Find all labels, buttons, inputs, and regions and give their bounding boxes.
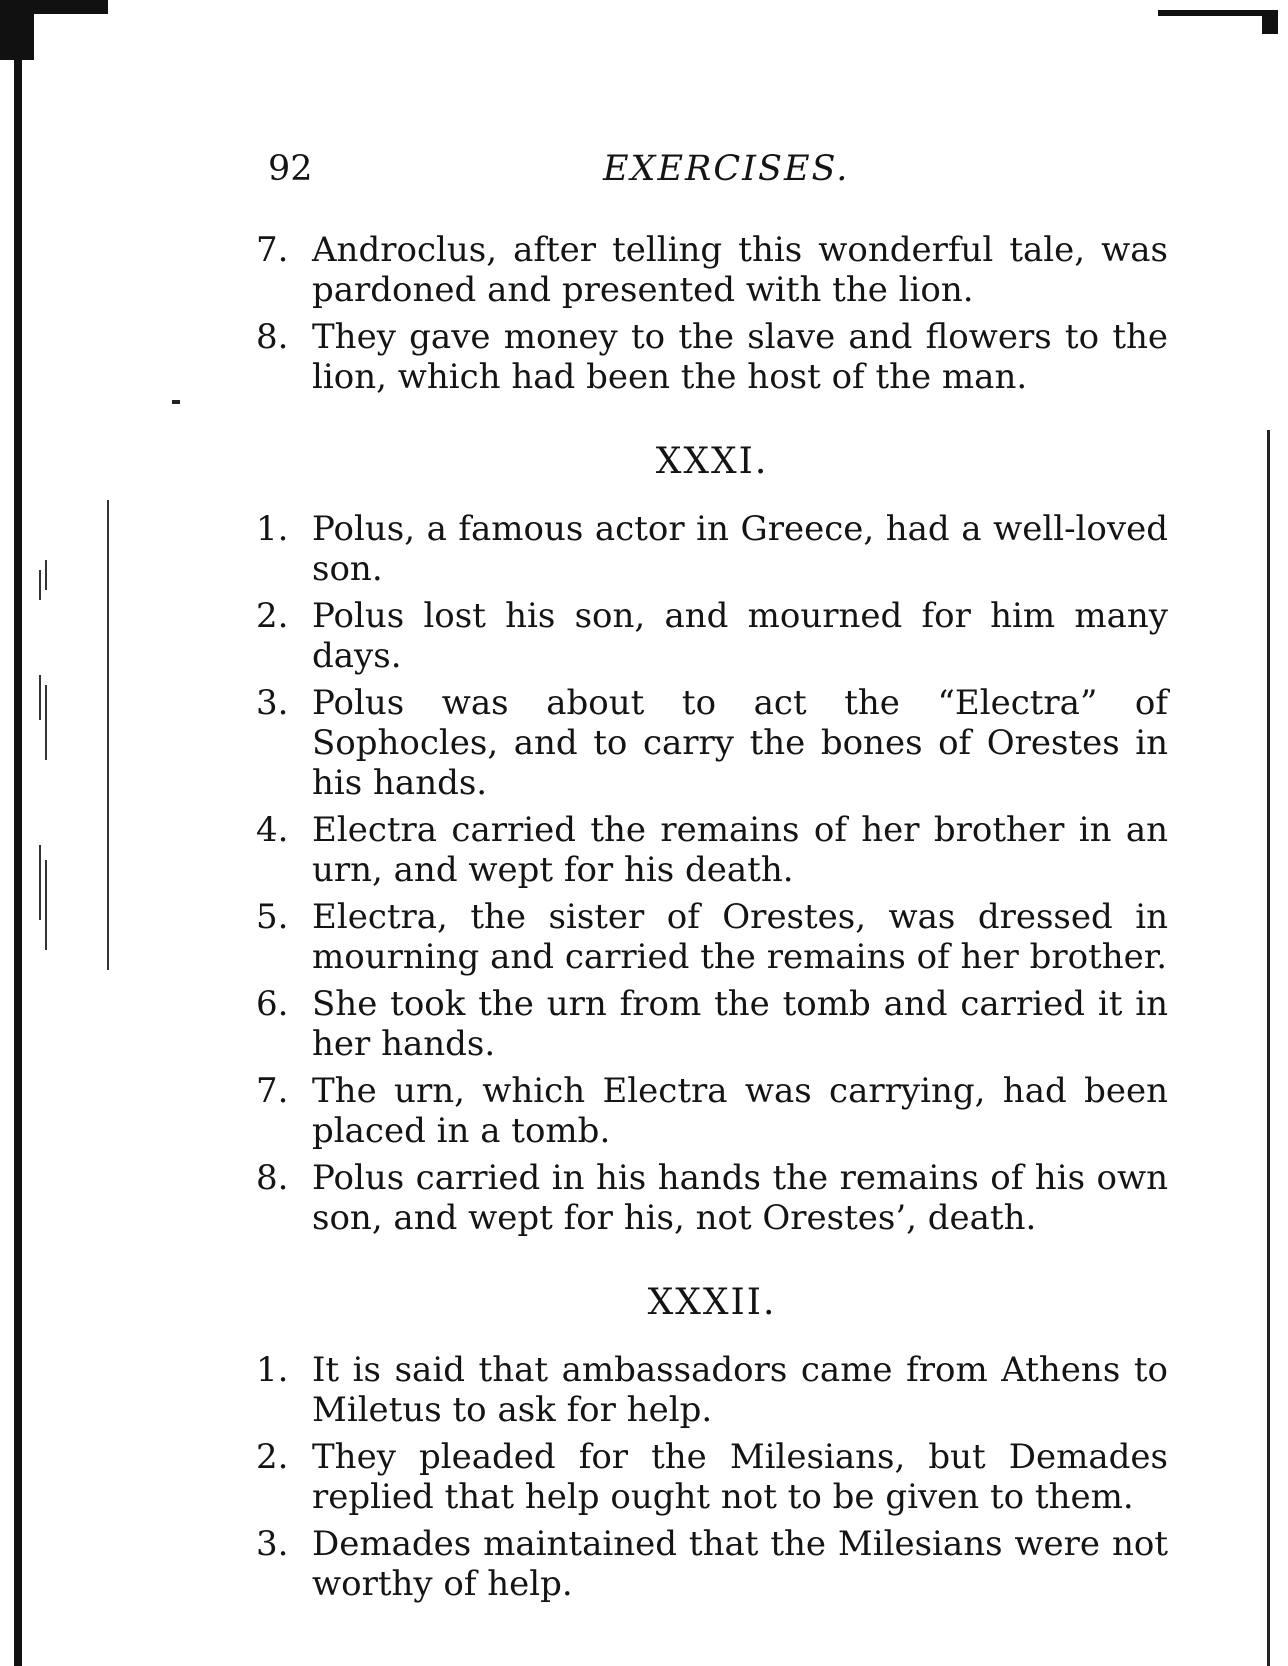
item-number: 8. <box>256 317 289 357</box>
item-number: 4. <box>256 810 289 850</box>
item-text: Electra, the sister of Orestes, was dressed in mourning and carried the remains of her brother. <box>312 897 1168 977</box>
list-item <box>256 810 1168 890</box>
list-item <box>256 984 1168 1064</box>
scan-edge-top-left <box>0 0 108 14</box>
item-number: 7. <box>256 230 289 270</box>
page-number: 92 <box>268 149 313 189</box>
item-text: It is said that ambassadors came from Athens to Miletus to ask for help. <box>312 1350 1168 1430</box>
item-number: 2. <box>256 1437 289 1477</box>
section-heading: XXXI. <box>655 441 769 482</box>
item-number: 6. <box>256 984 289 1024</box>
item-number: 1. <box>256 1350 289 1390</box>
item-text: The urn, which Electra was carrying, had been placed in a tomb. <box>312 1071 1168 1151</box>
list-item <box>256 1437 1168 1517</box>
item-text: Polus carried in his hands the remains of his own son, and wept for his, not Orestes’, death. <box>312 1158 1168 1238</box>
section-heading: XXXII. <box>647 1282 777 1323</box>
list-item <box>256 897 1168 977</box>
scan-edge-top-right <box>1158 10 1278 16</box>
binding-marks <box>36 500 126 1060</box>
item-number: 1. <box>256 509 289 549</box>
item-number: 3. <box>256 683 289 723</box>
item-text: They gave money to the slave and flowers to the lion, which had been the host of the man. <box>312 317 1168 397</box>
scan-corner-right <box>1262 10 1278 34</box>
item-text: Polus lost his son, and mourned for him many days. <box>312 596 1168 676</box>
item-text: Polus, a famous actor in Greece, had a well-loved son. <box>312 509 1168 589</box>
list-item <box>256 317 1168 397</box>
list-item <box>256 596 1168 676</box>
scan-edge-right <box>1267 430 1270 1666</box>
exercise-text <box>256 230 1168 1611</box>
item-number: 2. <box>256 596 289 636</box>
item-number: 5. <box>256 897 289 937</box>
item-number: 3. <box>256 1524 289 1564</box>
item-text: Polus was about to act the “Electra” of Sophocles, and to carry the bones of Orestes in his hands. <box>312 683 1168 803</box>
list-item <box>256 1524 1168 1604</box>
item-number: 7. <box>256 1071 289 1111</box>
item-number: 8. <box>256 1158 289 1198</box>
page-header <box>268 145 888 193</box>
list-item <box>256 1350 1168 1430</box>
running-head: EXERCISES. <box>603 149 850 189</box>
margin-mark <box>172 400 180 404</box>
scan-edge-left <box>14 0 22 1666</box>
item-text: They pleaded for the Milesians, but Demades replied that help ought not to be given to them. <box>312 1437 1168 1517</box>
list-item <box>256 1158 1168 1238</box>
item-text: Androclus, after telling this wonderful tale, was pardoned and presented with the lion. <box>312 230 1168 310</box>
list-item <box>256 509 1168 589</box>
item-text: She took the urn from the tomb and carried it in her hands. <box>312 984 1168 1064</box>
list-item <box>256 230 1168 310</box>
item-text: Electra carried the remains of her brother in an urn, and wept for his death. <box>312 810 1168 890</box>
list-item <box>256 683 1168 803</box>
item-text: Demades maintained that the Milesians were not worthy of help. <box>312 1524 1168 1604</box>
list-item <box>256 1071 1168 1151</box>
